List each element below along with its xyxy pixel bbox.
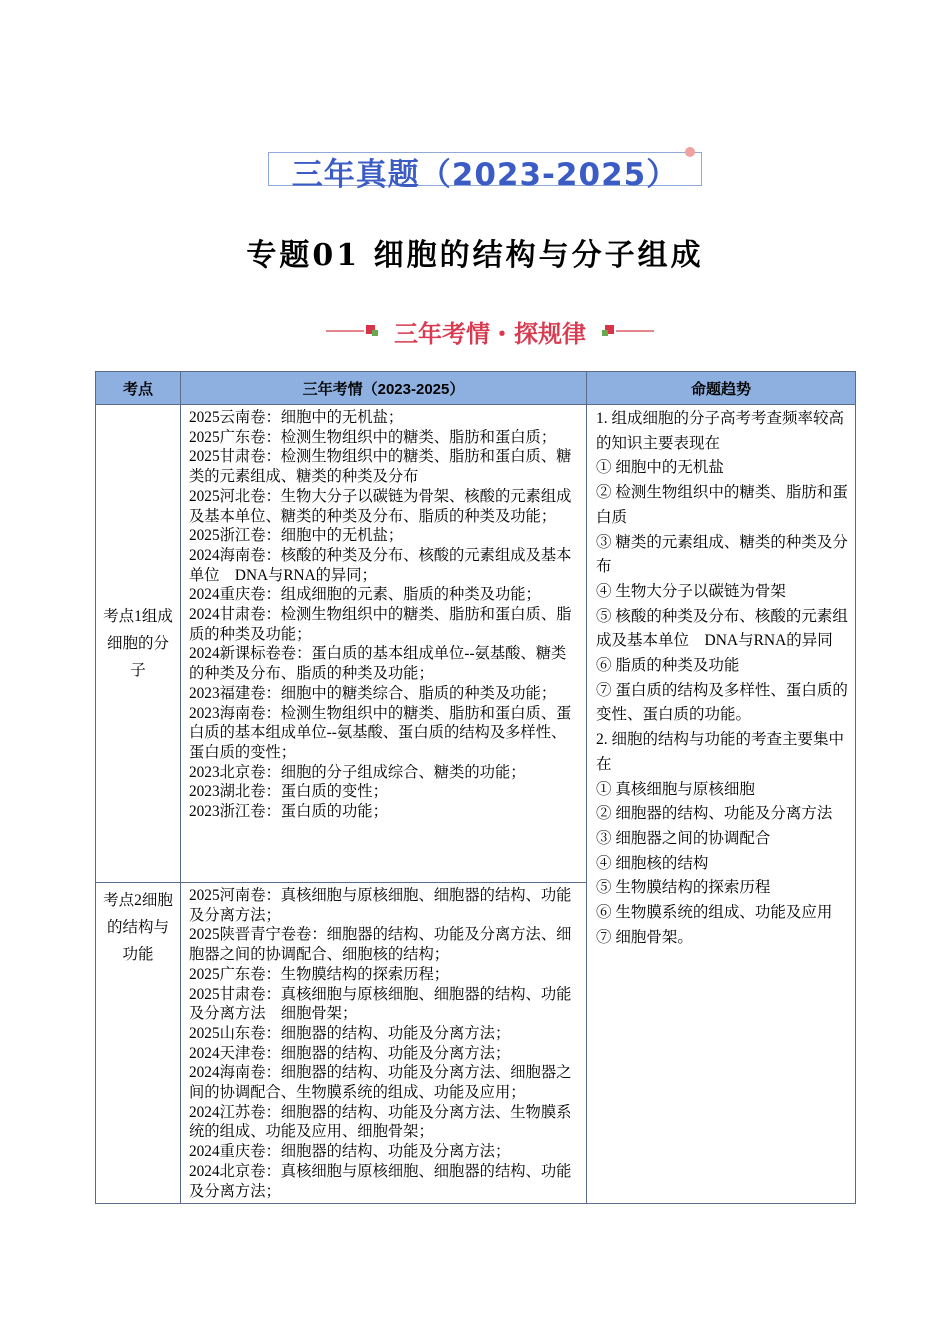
trend-entry: ③ 糖类的元素组成、糖类的种类及分布 (596, 533, 848, 576)
trend-entry: ⑦ 蛋白质的结构及多样性、蛋白质的变性、蛋白质的功能。 (596, 681, 848, 724)
column-header-trend: 命题趋势 (587, 372, 856, 405)
section-header-text: 三年考情・探规律 (394, 320, 586, 348)
trend-entry: 2. 细胞的结构与功能的考查主要集中在 (596, 731, 845, 773)
exam-entry: 2025广东卷：生物膜结构的探索历程； (189, 965, 450, 983)
exam-entry: 2024海南卷：细胞器的结构、功能及分离方法、细胞器之间的协调配合、生物膜系统的组成、功能及应用； (189, 1064, 572, 1102)
exam-entry: 2025云南卷：细胞中的无机盐； (189, 409, 404, 426)
section-header-right-line (616, 330, 654, 332)
banner-dot-decoration (685, 147, 695, 157)
trend-entry: ⑤ 核酸的种类及分布、核酸的元素组成及基本单位 DNA与RNA的异同 (596, 607, 848, 650)
section-header (326, 314, 654, 348)
column-header-topic: 考点 (96, 372, 181, 405)
trend-entry: ④ 生物大分子以碳链为骨架 (596, 582, 786, 600)
topic-cell: 考点2细胞的结构与功能 (96, 883, 181, 1204)
exam-entry: 2024重庆卷：细胞器的结构、功能及分离方法； (189, 1143, 511, 1161)
exams-cell (181, 883, 587, 1204)
exam-entry: 2023福建卷：细胞中的糖类综合、脂质的种类及功能； (189, 684, 557, 702)
trend-cell (587, 405, 856, 1204)
exam-entry: 2024江苏卷：细胞器的结构、功能及分离方法、生物膜系统的组成、功能及应用、细胞骨架； (189, 1103, 572, 1141)
exam-entry: 2025山东卷：细胞器的结构、功能及分离方法； (189, 1024, 511, 1042)
exam-entry: 2023北京卷：细胞的分子组成综合、糖类的功能； (189, 763, 526, 781)
exam-entry: 2025河北卷：生物大分子以碳链为骨架、核酸的元素组成及基本单位、糖类的种类及分布、脂质的种类及功能； (189, 487, 572, 525)
exam-entry: 2023湖北卷：蛋白质的变性； (189, 783, 388, 801)
trend-entry: ③ 细胞器之间的协调配合 (596, 829, 771, 847)
exam-entry: 2024北京卷：真核细胞与原核细胞、细胞器的结构、功能及分离方法； (189, 1162, 572, 1200)
topic-cell: 考点1组成细胞的分子 (96, 405, 181, 883)
trend-entry: ⑥ 脂质的种类及功能 (596, 657, 740, 675)
trend-entry: ② 细胞器的结构、功能及分离方法 (596, 805, 833, 823)
exam-entry: 2025广东卷：检测生物组织中的糖类、脂肪和蛋白质； (189, 428, 557, 446)
banner-title: 三年真题（2023-2025） (291, 157, 679, 193)
exam-entry: 2025甘肃卷：检测生物组织中的糖类、脂肪和蛋白质、糖类的元素组成、糖类的种类及分布 (189, 448, 572, 486)
exam-entry: 2025河南卷：真核细胞与原核细胞、细胞器的结构、功能及分离方法； (189, 887, 572, 924)
exam-analysis-table (95, 371, 856, 1204)
trend-entry: ⑤ 生物膜结构的探索历程 (596, 879, 771, 897)
trend-entry: ② 检测生物组织中的糖类、脂肪和蛋白质 (596, 484, 848, 526)
trend-entry: ① 真核细胞与原核细胞 (596, 780, 755, 798)
exam-entry: 2024重庆卷：组成细胞的元素、脂质的种类及功能； (189, 586, 541, 604)
exam-entry: 2023浙江卷：蛋白质的功能； (189, 803, 388, 821)
trend-entry: ⑦ 细胞骨架。 (596, 928, 693, 946)
exam-entry: 2024天津卷：细胞器的结构、功能及分离方法； (189, 1044, 511, 1062)
table-header-row (96, 372, 856, 405)
exam-entry: 2023海南卷：检测生物组织中的糖类、脂肪和蛋白质、蛋白质的基本组成单位--氨基酸、蛋白质的结构及多样性、蛋白质的变性； (189, 704, 572, 761)
trend-entry: ⑥ 生物膜系统的组成、功能及应用 (596, 904, 833, 922)
document-title: 专题01 细胞的结构与分子组成 (246, 238, 704, 273)
exam-entry: 2024海南卷：核酸的种类及分布、核酸的元素组成及基本单位 DNA与RNA的异同； (189, 546, 572, 584)
trend-entry: ① 细胞中的无机盐 (596, 459, 724, 477)
exam-entry: 2025甘肃卷：真核细胞与原核细胞、细胞器的结构、功能及分离方法 细胞骨架； (189, 985, 572, 1023)
table-row-topic-1 (96, 405, 856, 883)
section-header-square-icon (602, 330, 608, 336)
trend-entry: 1. 组成细胞的分子高考考查频率较高的知识主要表现在 (596, 410, 845, 452)
column-header-exams: 三年考情（2023-2025） (181, 372, 587, 405)
exam-entry: 2024甘肃卷：检测生物组织中的糖类、脂肪和蛋白质、脂质的种类及功能； (189, 606, 572, 643)
exam-entry: 2025浙江卷：细胞中的无机盐； (189, 527, 404, 545)
exam-entry: 2024新课标卷卷：蛋白质的基本组成单位--氨基酸、糖类的种类及分布、脂质的种类及功能； (189, 645, 567, 683)
banner (268, 152, 702, 193)
exam-entry: 2025陕晋青宁卷卷：细胞器的结构、功能及分离方法、细胞器之间的协调配合、细胞核的结构； (189, 926, 572, 964)
trend-entry: ④ 细胞核的结构 (596, 854, 709, 872)
exams-cell (181, 405, 587, 883)
